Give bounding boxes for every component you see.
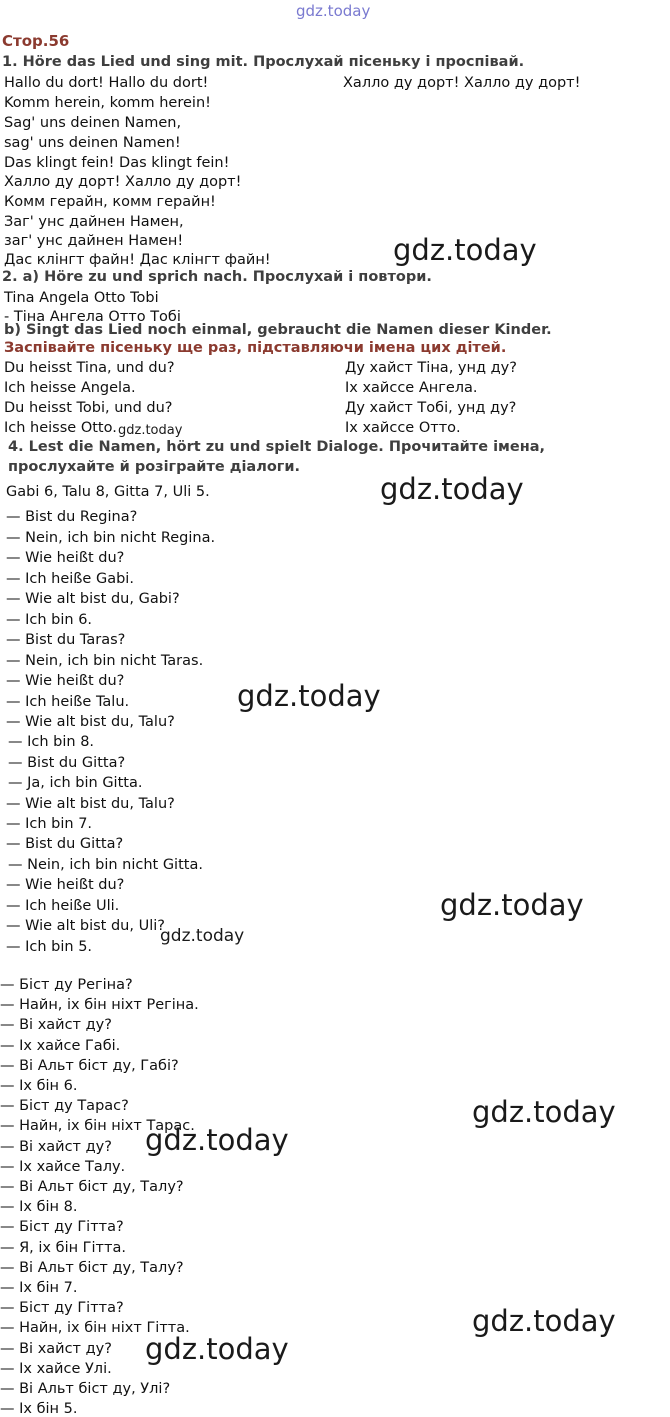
song-line: sag' uns deinen Namen! <box>4 135 181 151</box>
dialogue-line: — Ich bin 6. <box>6 612 93 628</box>
dialogue-line-ua: — Біст ду Гітта? <box>0 1300 124 1316</box>
watermark: gdz.today <box>472 1095 616 1129</box>
song-line: Das klingt fein! Das klingt fein! <box>4 155 230 171</box>
dialogue-line: — Wie heißt du? <box>6 877 125 893</box>
song-line: Комм герайн, комм герайн! <box>4 194 216 210</box>
dialogue-line: — Wie heißt du? <box>6 550 125 566</box>
dialogue-line: — Ich bin 8. <box>8 734 95 750</box>
dialogue-line-ua: — Іх бін 5. <box>0 1401 78 1417</box>
dialogue-line: — Bist du Gitta? <box>8 755 126 771</box>
task2b-heading-ua: Заспівайте пісеньку ще раз, підставляючи імена цих дітей. <box>4 340 507 356</box>
dialogue-line: — Wie alt bist du, Talu? <box>6 714 175 730</box>
dialogue-line-ua: — Біст ду Гітта? <box>0 1219 124 1235</box>
task2b-heading: b) Singt das Lied noch einmal, gebraucht die Namen dieser Kinder. <box>4 322 552 338</box>
song-line: заг' унс дайнен Намен! <box>4 233 184 249</box>
dialogue-line: — Wie alt bist du, Uli? <box>6 918 165 934</box>
dialogue-line-ua: — Іх хайсе Габі. <box>0 1038 121 1054</box>
dialogue-line-ua: — Найн, іх бін ніхт Регіна. <box>0 997 199 1013</box>
task2-row-right: Ду хайст Тіна, унд ду? <box>345 360 517 376</box>
task2-heading: 2. a) Höre zu und sprich nach. Прослухай і повтори. <box>2 269 432 285</box>
dialogue-line-ua: — Найн, іх бін ніхт Гітта. <box>0 1320 190 1336</box>
task1-heading: 1. Höre das Lied und sing mit. Прослухай пісеньку і проспівай. <box>2 54 525 70</box>
song-line: Дас клінгт файн! Дас клінгт файн! <box>4 252 271 268</box>
watermark: gdz.today <box>380 472 524 506</box>
dialogue-line: — Nein, ich bin nicht Regina. <box>6 530 216 546</box>
dialogue-line-ua: — Ві Альт біст ду, Талу? <box>0 1179 184 1195</box>
dialogue-line: — Nein, ich bin nicht Taras. <box>6 653 204 669</box>
task2-row-left: Du heisst Tina, und du? <box>4 360 175 376</box>
task2-row-left: Ich heisse Angela. <box>4 380 136 396</box>
watermark-inline: gdz.today <box>118 423 183 438</box>
dialogue-line-ua: — Іх бін 6. <box>0 1078 78 1094</box>
song-line-right: Халло ду дорт! Халло ду дорт! <box>343 75 581 91</box>
task2-names: Tina Angela Otto Tobi <box>4 290 159 306</box>
dialogue-line: — Bist du Regina? <box>6 509 138 525</box>
dialogue-line-ua: — Ві хайст ду? <box>0 1017 112 1033</box>
dialogue-line-ua: — Ві Альт біст ду, Талу? <box>0 1260 184 1276</box>
task4-heading: 4. Lest die Namen, hört zu und spielt Dialoge. Прочитайте імена, <box>8 439 546 455</box>
dialogue-line: — Ich bin 7. <box>6 816 93 832</box>
dialogue-line: — Ich heiße Gabi. <box>6 571 134 587</box>
dialogue-line: — Nein, ich bin nicht Gitta. <box>8 857 203 873</box>
task2-row-right: Іх хайссе Ангела. <box>345 380 478 396</box>
dialogue-line-ua: — Ві Альт біст ду, Улі? <box>0 1381 171 1397</box>
page-label: Стор.56 <box>2 32 70 50</box>
watermark: gdz.today <box>145 1332 289 1366</box>
dialogue-line-ua: — Ві хайст ду? <box>0 1341 112 1357</box>
dialogue-line-ua: — Ві хайст ду? <box>0 1139 112 1155</box>
dialogue-line-ua: — Найн, іх бін ніхт Тарас. <box>0 1118 195 1134</box>
dialogue-line: — Ich bin 5. <box>6 939 93 955</box>
dialogue-line: — Wie alt bist du, Gabi? <box>6 591 180 607</box>
task4-names: Gabi 6, Talu 8, Gitta 7, Uli 5. <box>6 484 210 500</box>
dialogue-line: — Ich heiße Uli. <box>6 898 120 914</box>
task4-heading-2: прослухайте й розіграйте діалоги. <box>8 459 301 475</box>
watermark: gdz.today <box>145 1123 289 1157</box>
dialogue-line-ua: — Біст ду Регіна? <box>0 977 133 993</box>
dialogue-line-ua: — Іх бін 8. <box>0 1199 78 1215</box>
watermark: gdz.today <box>440 888 584 922</box>
watermark-top: gdz.today <box>296 2 371 20</box>
task2-row-left: Du heisst Tobi, und du? <box>4 400 173 416</box>
dialogue-line-ua: — Іх хайсе Улі. <box>0 1361 112 1377</box>
watermark: gdz.today <box>237 679 381 713</box>
song-line: Sag' uns deinen Namen, <box>4 115 182 131</box>
dialogue-line: — Ich heiße Talu. <box>6 694 130 710</box>
dialogue-line: — Ja, ich bin Gitta. <box>8 775 143 791</box>
dialogue-line: — Bist du Gitta? <box>6 836 124 852</box>
watermark: gdz.today <box>472 1304 616 1338</box>
dialogue-line-ua: — Ві Альт біст ду, Габі? <box>0 1058 179 1074</box>
dialogue-line-ua: — Іх хайсе Талу. <box>0 1159 126 1175</box>
dialogue-line-ua: — Біст ду Тарас? <box>0 1098 129 1114</box>
task2-row-left: Ich heisse Otto. <box>4 420 117 436</box>
watermark: gdz.today <box>160 926 245 946</box>
dialogue-line-ua: — Я, іх бін Гітта. <box>0 1240 126 1256</box>
task2-row-right: Ду хайст Тобі, унд ду? <box>345 400 517 416</box>
dialogue-line: — Wie alt bist du, Talu? <box>6 796 175 812</box>
song-line: Komm herein, komm herein! <box>4 95 211 111</box>
dialogue-line: — Bist du Taras? <box>6 632 126 648</box>
watermark: gdz.today <box>393 233 537 267</box>
task2-names-ua: - Тіна Ангела Отто Тобі <box>4 309 181 325</box>
dialogue-line-ua: — Іх бін 7. <box>0 1280 78 1296</box>
song-line: Hallo du dort! Hallo du dort! <box>4 75 209 91</box>
dialogue-line: — Wie heißt du? <box>6 673 125 689</box>
song-line: Заг' унс дайнен Намен, <box>4 214 184 230</box>
song-line: Халло ду дорт! Халло ду дорт! <box>4 174 242 190</box>
task2-row-right: Іх хайссе Отто. <box>345 420 461 436</box>
